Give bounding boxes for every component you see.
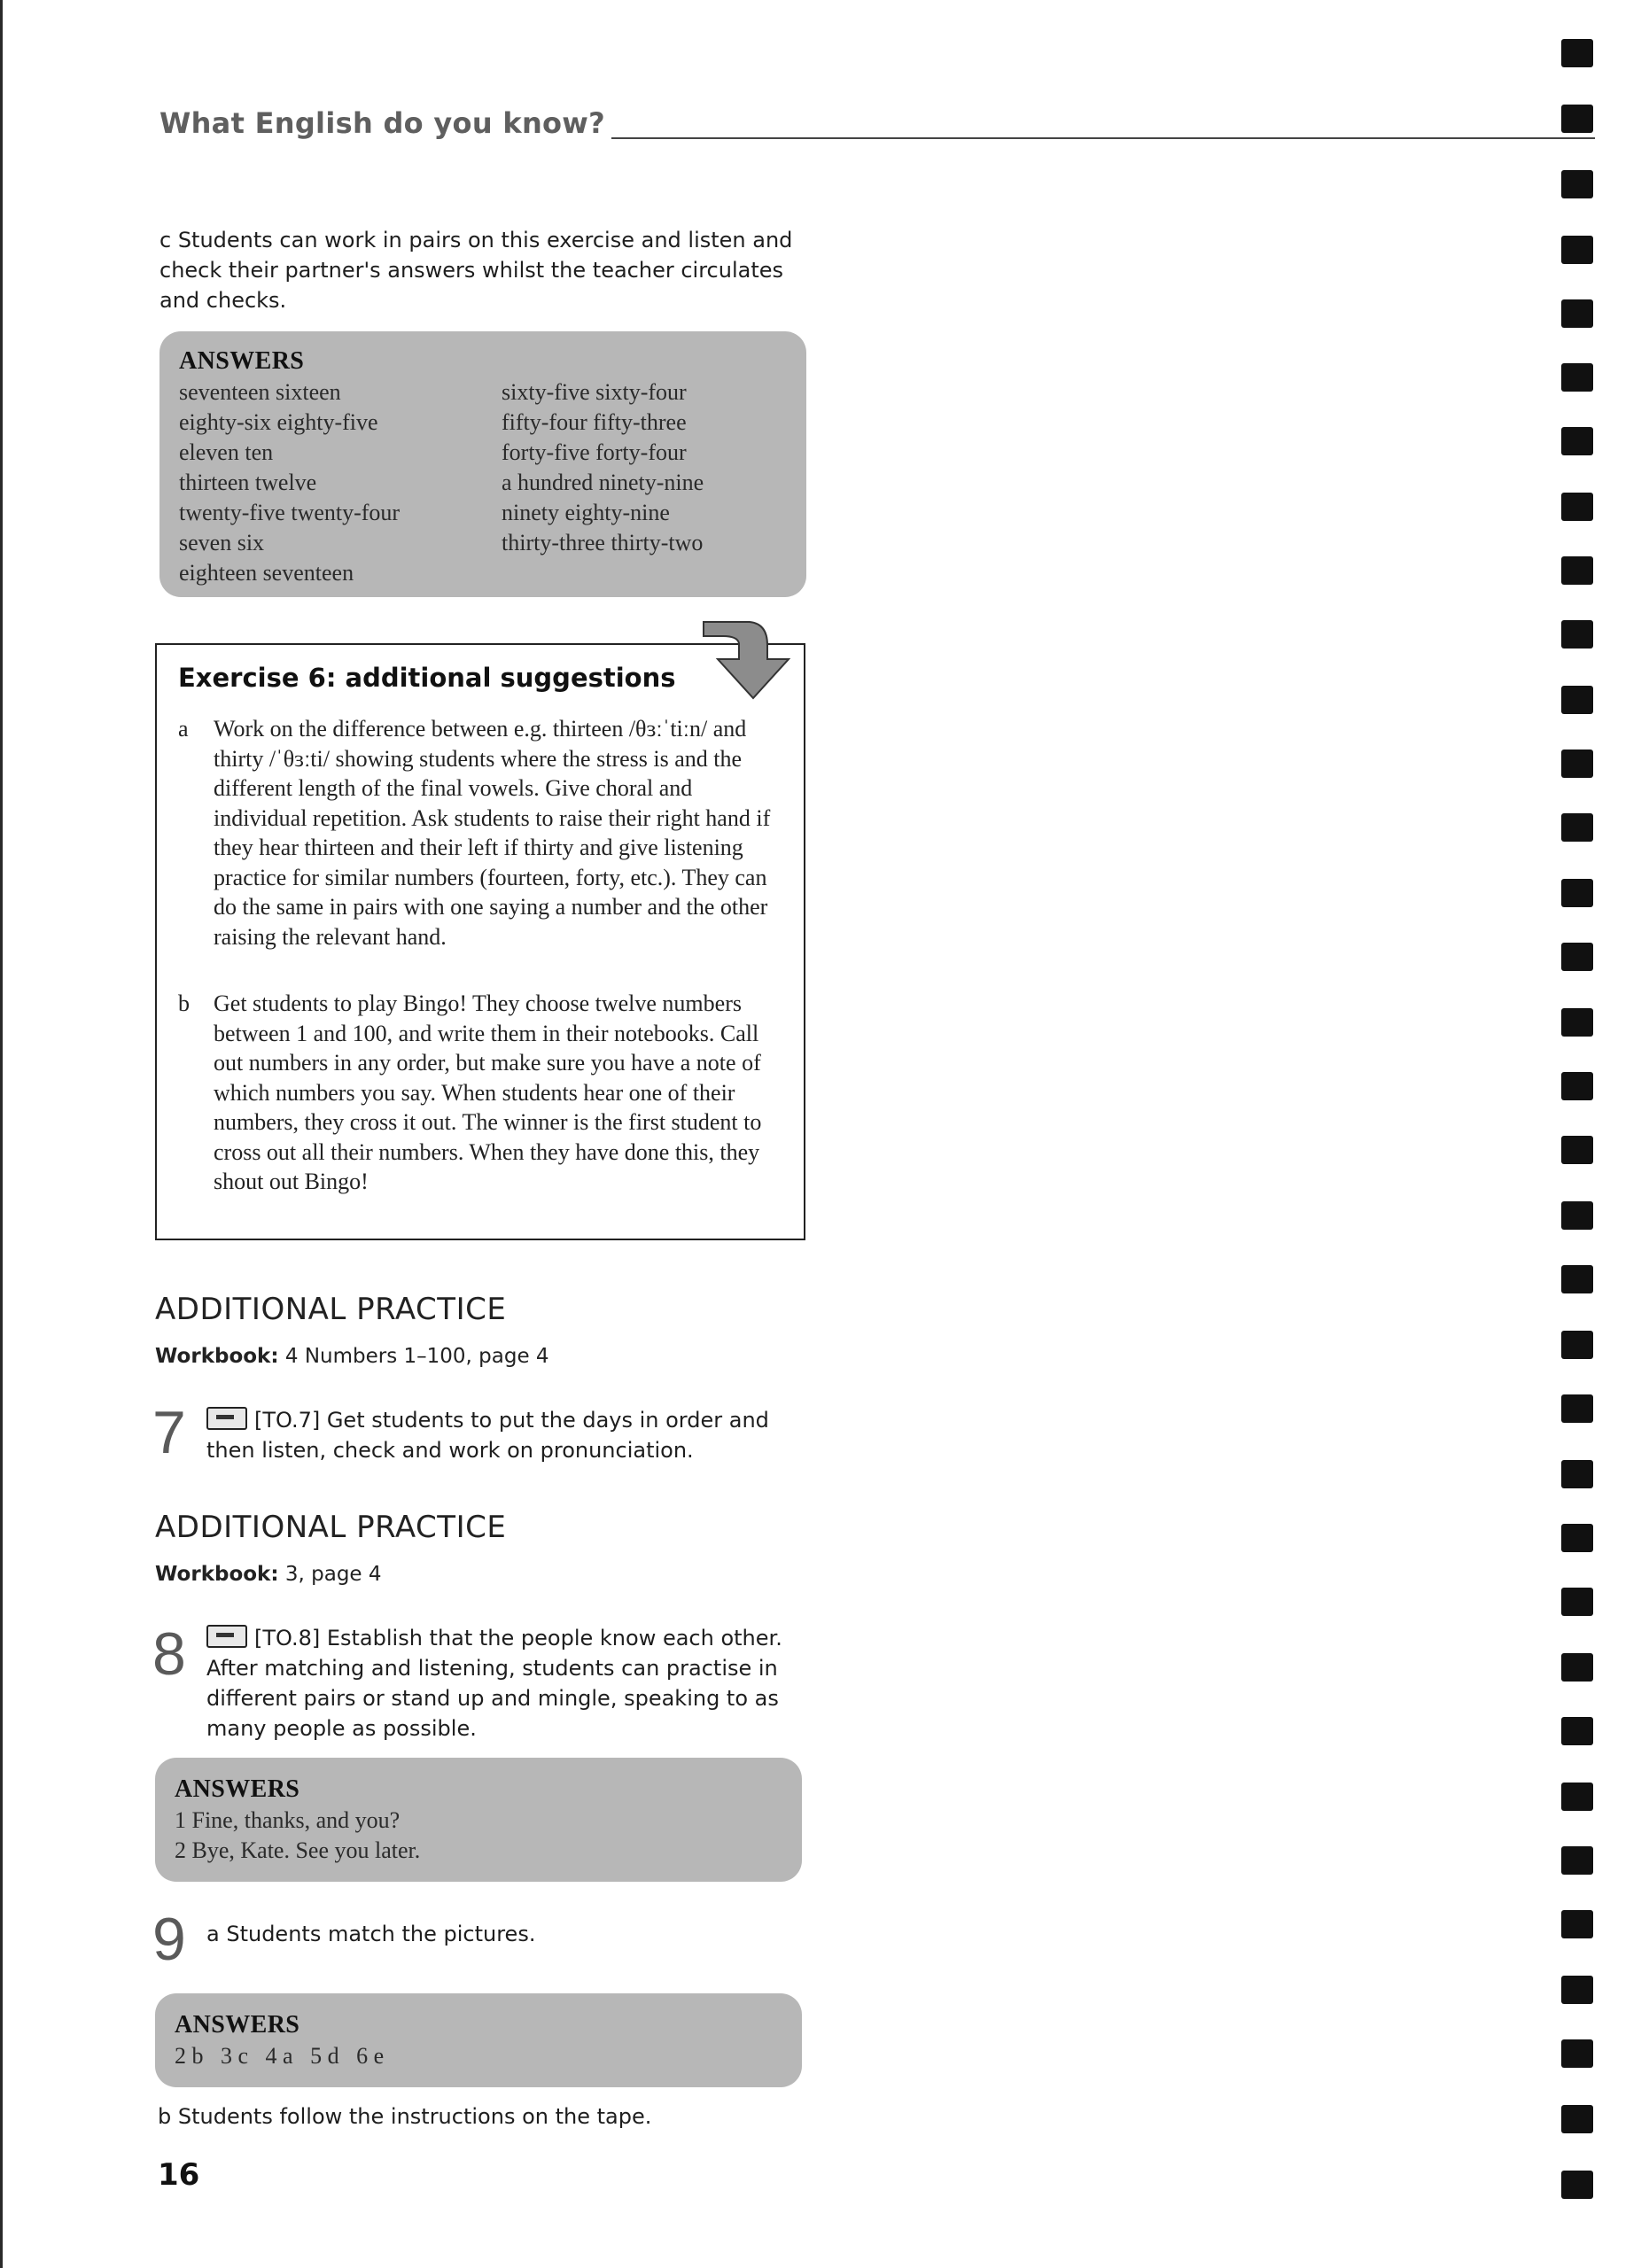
binding-tab — [1561, 427, 1593, 455]
answers-left-column — [179, 377, 400, 588]
intro-paragraph-c: c Students can work in pairs on this exercise and listen and check their partner's answers whilst the teacher circulates and checks. — [159, 228, 793, 313]
exercise-7-instructions — [206, 1405, 809, 1465]
binding-tab — [1561, 556, 1593, 585]
workbook-reference — [155, 1563, 382, 1586]
binding-tab — [1561, 1588, 1593, 1616]
answers-lines — [175, 1806, 420, 1866]
answer-line: seven six — [179, 530, 265, 555]
answer-line: fifty-four fifty-three — [502, 409, 687, 435]
answer-line: ninety eighty-nine — [502, 500, 670, 525]
workbook-text: 3, page 4 — [278, 1563, 382, 1586]
workbook-label: Workbook: — [155, 1345, 279, 1368]
binding-tab — [1561, 170, 1593, 198]
binding-tab — [1561, 813, 1593, 842]
binding-tab — [1561, 1331, 1593, 1359]
workbook-reference — [155, 1345, 549, 1368]
answer-line: forty-five forty-four — [502, 439, 687, 465]
additional-practice-heading: ADDITIONAL PRACTICE — [155, 1510, 507, 1545]
answer-line: eleven ten — [179, 439, 274, 465]
binding-tab — [1561, 1136, 1593, 1164]
answers-title: ANSWERS — [175, 2011, 300, 2039]
binding-tab — [1561, 493, 1593, 521]
answer-line: 2 Bye, Kate. See you later. — [175, 1837, 421, 1863]
answer-line: 1 Fine, thanks, and you? — [175, 1807, 401, 1833]
binding-tab — [1561, 2105, 1593, 2133]
answers-title: ANSWERS — [179, 347, 305, 375]
exercise-number: 8 — [152, 1620, 186, 1688]
answer-line: sixty-five sixty-four — [502, 379, 687, 405]
exercise-number: 7 — [152, 1399, 186, 1466]
binding-tab — [1561, 1460, 1593, 1488]
binding-tab — [1561, 1008, 1593, 1037]
binding-tab — [1561, 1265, 1593, 1293]
binding-tab — [1561, 879, 1593, 907]
binding-tab — [1561, 299, 1593, 328]
suggestion-letter: a — [178, 716, 189, 742]
binding-tab — [1561, 236, 1593, 264]
binding-tab — [1561, 363, 1593, 392]
answers-box-numbers — [159, 331, 806, 597]
down-arrow-icon — [696, 617, 794, 705]
exercise-6-title: Exercise 6: additional suggestions — [178, 663, 676, 693]
answer-line: twenty-five twenty-four — [179, 500, 401, 525]
binding-tab — [1561, 39, 1593, 67]
page-number: 16 — [158, 2157, 200, 2193]
binding-tab — [1561, 750, 1593, 778]
answer-line: eighteen seventeen — [179, 560, 354, 586]
answers-right-column — [502, 377, 704, 558]
exercise-6-suggestions-box — [155, 643, 805, 1240]
answer-line: eighty-six eighty-five — [179, 409, 378, 435]
exercise-9b-text: b Students follow the instructions on the tape. — [158, 2104, 652, 2129]
additional-practice-heading: ADDITIONAL PRACTICE — [155, 1292, 507, 1327]
binding-tab — [1561, 1201, 1593, 1230]
cassette-icon — [206, 1625, 247, 1648]
binding-tab — [1561, 943, 1593, 971]
header-rule — [611, 137, 1595, 139]
answers-box-exercise-9 — [155, 1993, 802, 2087]
suggestion-a-text: Work on the difference between e.g. thirteen /θɜːˈtiːn/ and thirty /ˈθɜːti/ showing students where the stress is and the different length of the final vowels. Give choral and individual repetition. Ask students to raise their right hand if they hear thirteen and their left if thirty and give listening practice for similar numbers (fourteen, forty, etc.). They can do the same in pairs with one saying a number and the other raising the relevant hand. — [214, 716, 771, 950]
binding-tab — [1561, 686, 1593, 714]
binding-tab — [1561, 620, 1593, 649]
exercise-7-text: [TO.7] Get students to put the days in order and then listen, check and work on pronunciation. — [206, 1408, 769, 1463]
binding-tab — [1561, 1846, 1593, 1875]
binding-tab — [1561, 1717, 1593, 1745]
binding-tab — [1561, 1524, 1593, 1552]
answer-line: 2 b 3 c 4 a 5 d 6 e — [175, 2043, 385, 2069]
page-header-title: What English do you know? — [159, 106, 606, 140]
binding-tab — [1561, 1976, 1593, 2004]
cassette-icon — [206, 1407, 247, 1430]
binding-tab — [1561, 2171, 1593, 2199]
answer-line: thirty-three thirty-two — [502, 530, 704, 555]
binding-tab — [1561, 1783, 1593, 1811]
answers-title: ANSWERS — [175, 1775, 300, 1803]
binding-tab — [1561, 2039, 1593, 2068]
binding-tab — [1561, 1394, 1593, 1423]
binding-tab — [1561, 1653, 1593, 1682]
answer-line: thirteen twelve — [179, 470, 317, 495]
suggestion-b — [178, 989, 781, 1197]
suggestion-b-text: Get students to play Bingo! They choose twelve numbers between 1 and 100, and write them in their notebooks. Call out numbers in any order, but make sure you have a note of which numbers you say. When students hear one of their numbers, they cross it out. The winner is the first student to cross out all their numbers. When they have done this, they shout out Bingo! — [214, 990, 762, 1194]
answers-box-exercise-8 — [155, 1758, 802, 1882]
page-edge — [0, 0, 3, 2268]
answer-line: seventeen sixteen — [179, 379, 341, 405]
binding-tab — [1561, 1910, 1593, 1938]
suggestion-letter: b — [178, 990, 190, 1016]
suggestion-a — [178, 714, 781, 951]
workbook-text: 4 Numbers 1–100, page 4 — [278, 1345, 549, 1368]
binding-tab — [1561, 105, 1593, 133]
binding-tab — [1561, 1072, 1593, 1100]
exercise-8-text: [TO.8] Establish that the people know each other. After matching and listening, students can practise in different pairs or stand up and mingle, speaking to as many people as possible. — [206, 1626, 782, 1741]
exercise-8-instructions — [206, 1623, 791, 1744]
answer-line: a hundred ninety-nine — [502, 470, 704, 495]
exercise-number: 9 — [152, 1906, 186, 1973]
exercise-9a-text: a Students match the pictures. — [206, 1922, 536, 1946]
workbook-label: Workbook: — [155, 1563, 279, 1586]
